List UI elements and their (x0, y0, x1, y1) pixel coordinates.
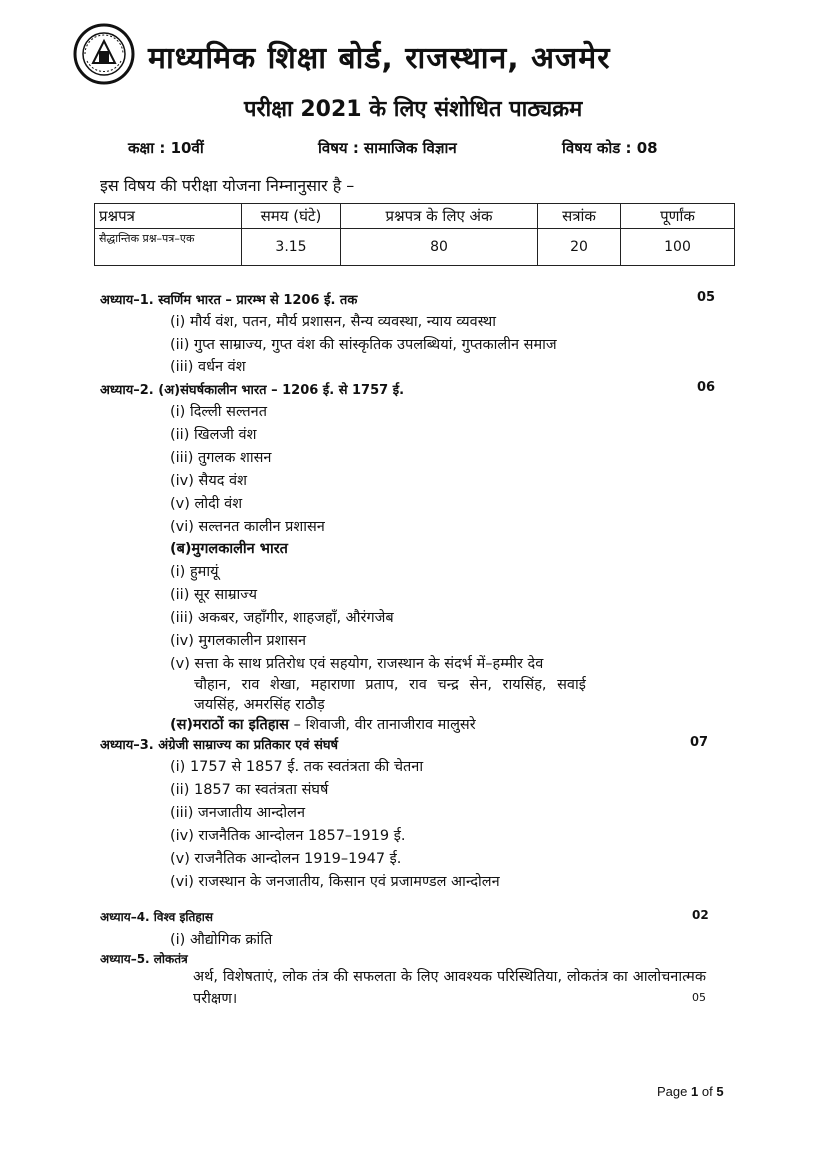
list-item: (iii) वर्धन वंश (170, 359, 246, 375)
table-header-cell: सत्रांक (538, 204, 621, 229)
list-item: (ii) 1857 का स्वतंत्रता संघर्ष (170, 782, 329, 798)
list-item: (v) राजनैतिक आन्दोलन 1919–1947 ई. (170, 851, 402, 867)
table-header-cell: प्रश्नपत्र के लिए अंक (341, 204, 538, 229)
chapter-1-title: अध्याय–1. स्वर्णिम भारत – प्रारम्भ से 1206 ई. तक (100, 293, 358, 308)
section-b-title: (ब)मुगलकालीन भारत (170, 541, 288, 557)
list-item: (v) लोदी वंश (170, 496, 243, 512)
class-label: कक्षा : 10वीं (128, 139, 204, 157)
list-item: (i) 1757 से 1857 ई. तक स्वतंत्रता की चेतना (170, 759, 424, 775)
list-item: (iii) जनजातीय आन्दोलन (170, 805, 306, 821)
board-seal-logo (73, 23, 135, 85)
table-cell: 20 (538, 229, 621, 266)
list-item-continuation: चौहान, राव शेखा, महाराणा प्रताप, राव चन्द्र सेन, रायसिंह, सवाई (194, 677, 586, 693)
page-label: Page (657, 1084, 688, 1099)
chapter-2-title: अध्याय–2. (अ)संघर्षकालीन भारत – 1206 ई. से 1757 ई. (100, 383, 405, 398)
table-cell: 100 (621, 229, 735, 266)
chapter-2-marks: 06 (697, 380, 716, 395)
section-s-title: (स)मराठों का इतिहास (170, 717, 289, 733)
exam-scheme-table (94, 203, 735, 266)
of-label: of (701, 1084, 713, 1099)
table-header-cell: पूर्णांक (621, 204, 735, 229)
list-item: (i) दिल्ली सल्तनत (170, 404, 267, 420)
chapter-5-text: अर्थ, विशेषताएं, लोक तंत्र की सफलता के लिए आवश्यक परिस्थितिया, लोकतंत्र का आलोचनात्मक परीक्षण। (193, 969, 706, 1007)
subject-label: विषय : सामाजिक विज्ञान (318, 139, 457, 157)
list-item: (ii) खिलजी वंश (170, 427, 257, 443)
board-title: माध्यमिक शिक्षा बोर्ड, राजस्थान, अजमेर (148, 41, 611, 76)
list-item: (iv) राजनैतिक आन्दोलन 1857–1919 ई. (170, 828, 406, 844)
list-item: (i) औद्योगिक क्रांति (170, 932, 273, 948)
list-item: (v) सत्ता के साथ प्रतिरोध एवं सहयोग, राजस्थान के संदर्भ में–हम्मीर देव (170, 656, 544, 672)
list-item: (ii) गुप्त साम्राज्य, गुप्त वंश की सांस्कृतिक उपलब्धियां, गुप्तकालीन समाज (170, 337, 557, 353)
table-cell: 3.15 (242, 229, 341, 266)
total-pages: 5 (716, 1084, 724, 1099)
chapter-3-title: अध्याय–3. अंग्रेजी साम्राज्य का प्रतिकार एवं संघर्ष (100, 738, 339, 753)
list-item-continuation: जयसिंह, अमरसिंह राठौड़ (194, 697, 325, 713)
page-number (657, 1084, 724, 1099)
list-item: (vi) सल्तनत कालीन प्रशासन (170, 519, 325, 535)
list-item: (iv) सैयद वंश (170, 473, 247, 489)
chapter-4-title: अध्याय–4. विश्व इतिहास (100, 910, 213, 924)
table-cell: 80 (341, 229, 538, 266)
table-header-row (95, 204, 735, 229)
chapter-5-title: अध्याय–5. लोकतंत्र (100, 952, 188, 966)
table-header-cell: प्रश्नपत्र (95, 204, 242, 229)
intro-text: इस विषय की परीक्षा योजना निम्नानुसार है – (100, 176, 355, 195)
list-item: (iv) मुगलकालीन प्रशासन (170, 633, 307, 649)
table-cell: सैद्धान्तिक प्रश्न–पत्र–एक (95, 229, 242, 266)
list-item: (iii) अकबर, जहाँगीर, शाहजहाँ, औरंगजेब (170, 610, 394, 626)
list-item: (iii) तुगलक शासन (170, 450, 272, 466)
list-item: (vi) राजस्थान के जनजातीय, किसान एवं प्रजामण्डल आन्दोलन (170, 874, 500, 890)
list-item: (i) हुमायूं (170, 564, 219, 580)
current-page: 1 (691, 1084, 699, 1099)
list-item: (ii) सूर साम्राज्य (170, 587, 258, 603)
table-header-cell: समय (घंटे) (242, 204, 341, 229)
chapter-1-marks: 05 (697, 290, 716, 305)
list-item: (i) मौर्य वंश, पतन, मौर्य प्रशासन, सैन्य व्यवस्था, न्याय व्यवस्था (170, 314, 497, 330)
subject-code: विषय कोड : 08 (562, 139, 658, 157)
chapter-4-marks: 02 (692, 908, 709, 922)
page-subtitle: परीक्षा 2021 के लिए संशोधित पाठ्यक्रम (244, 97, 583, 122)
chapter-5-marks: 05 (692, 991, 706, 1004)
chapter-3-marks: 07 (690, 735, 709, 750)
table-row (95, 229, 735, 266)
section-s-text: – शिवाजी, वीर तानाजीराव मालुसरे (288, 717, 476, 733)
